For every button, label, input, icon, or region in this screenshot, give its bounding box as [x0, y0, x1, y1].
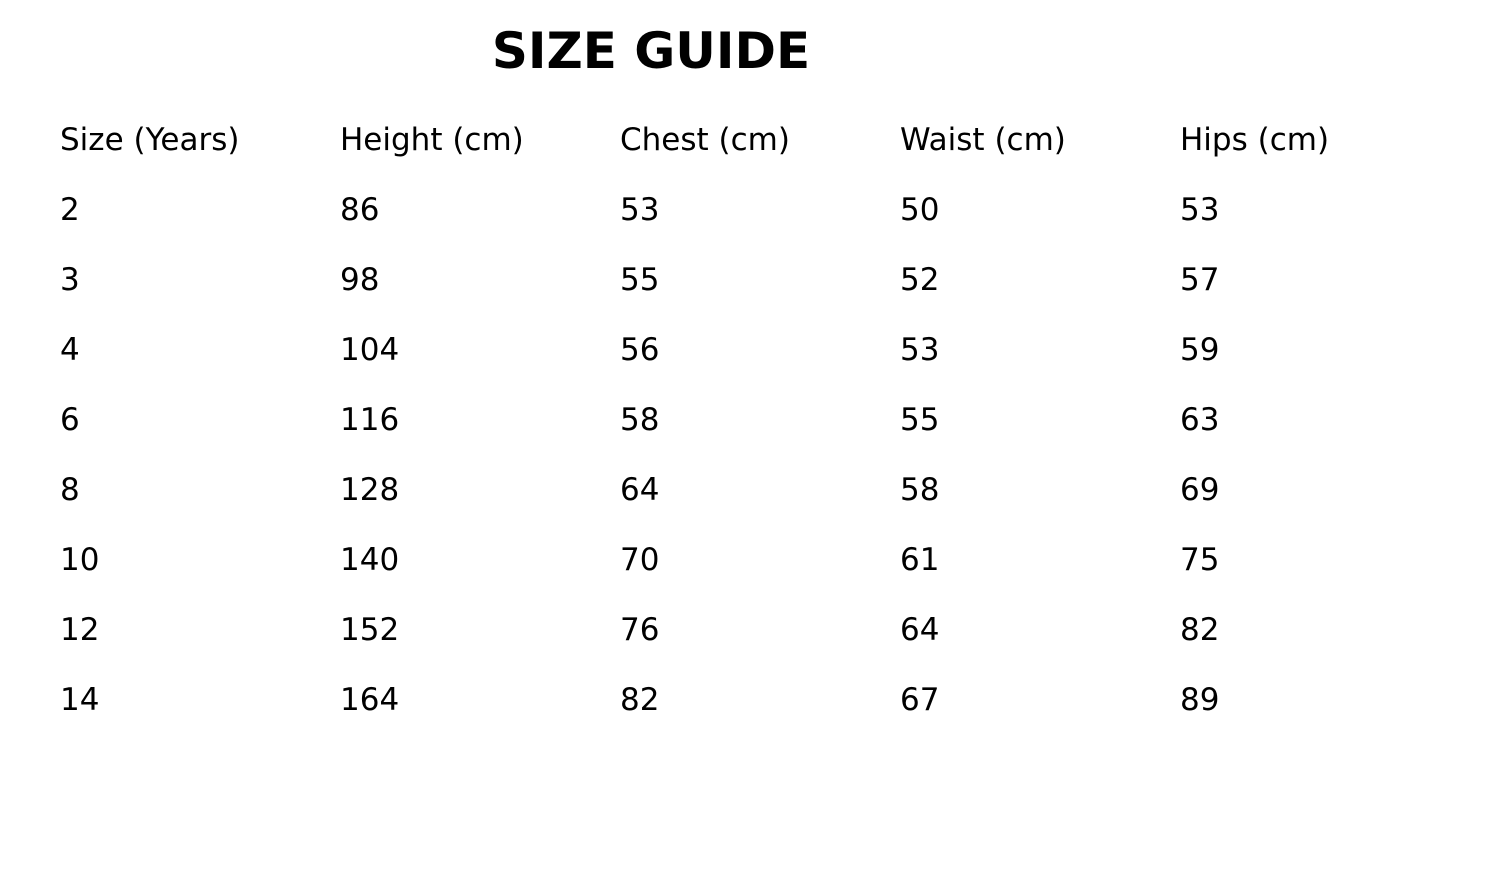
column-header-hips-cm: Hips (cm): [1180, 122, 1330, 158]
table-row-size-12: [60, 595, 1460, 665]
cell-height: 140: [340, 542, 400, 578]
cell-chest: 53: [620, 192, 660, 228]
cell-hips: 69: [1180, 472, 1220, 508]
table-row-size-10: [60, 525, 1460, 595]
cell-hips: 59: [1180, 332, 1220, 368]
table-row-size-3: [60, 245, 1460, 315]
cell-height: 164: [340, 682, 400, 718]
cell-waist: 67: [900, 682, 940, 718]
cell-chest: 64: [620, 472, 660, 508]
cell-hips: 53: [1180, 192, 1220, 228]
title-container: [0, 22, 1302, 80]
cell-size: 4: [60, 332, 80, 368]
cell-waist: 64: [900, 612, 940, 648]
table-row-size-14: [60, 665, 1460, 735]
column-header-height-cm: Height (cm): [340, 122, 524, 158]
cell-hips: 82: [1180, 612, 1220, 648]
cell-size: 3: [60, 262, 80, 298]
cell-size: 12: [60, 612, 100, 648]
cell-height: 104: [340, 332, 400, 368]
table-row-size-4: [60, 315, 1460, 385]
cell-height: 86: [340, 192, 380, 228]
cell-chest: 58: [620, 402, 660, 438]
cell-size: 10: [60, 542, 100, 578]
cell-waist: 61: [900, 542, 940, 578]
cell-height: 152: [340, 612, 400, 648]
cell-height: 98: [340, 262, 380, 298]
cell-waist: 55: [900, 402, 940, 438]
cell-waist: 58: [900, 472, 940, 508]
cell-chest: 55: [620, 262, 660, 298]
cell-hips: 89: [1180, 682, 1220, 718]
cell-height: 128: [340, 472, 400, 508]
cell-height: 116: [340, 402, 400, 438]
column-header-waist-cm: Waist (cm): [900, 122, 1066, 158]
cell-waist: 50: [900, 192, 940, 228]
table-row-size-8: [60, 455, 1460, 525]
cell-chest: 70: [620, 542, 660, 578]
cell-hips: 63: [1180, 402, 1220, 438]
cell-size: 8: [60, 472, 80, 508]
cell-size: 14: [60, 682, 100, 718]
cell-hips: 75: [1180, 542, 1220, 578]
column-header-size-years: Size (Years): [60, 122, 240, 158]
cell-hips: 57: [1180, 262, 1220, 298]
table-row-size-2: [60, 175, 1460, 245]
size-guide-table: [60, 105, 1460, 735]
column-header-chest-cm: Chest (cm): [620, 122, 790, 158]
table-header-row: [60, 105, 1460, 175]
cell-chest: 82: [620, 682, 660, 718]
cell-chest: 56: [620, 332, 660, 368]
cell-size: 6: [60, 402, 80, 438]
cell-size: 2: [60, 192, 80, 228]
cell-chest: 76: [620, 612, 660, 648]
cell-waist: 53: [900, 332, 940, 368]
cell-waist: 52: [900, 262, 940, 298]
table-row-size-6: [60, 385, 1460, 455]
page-title: SIZE GUIDE: [491, 22, 811, 80]
